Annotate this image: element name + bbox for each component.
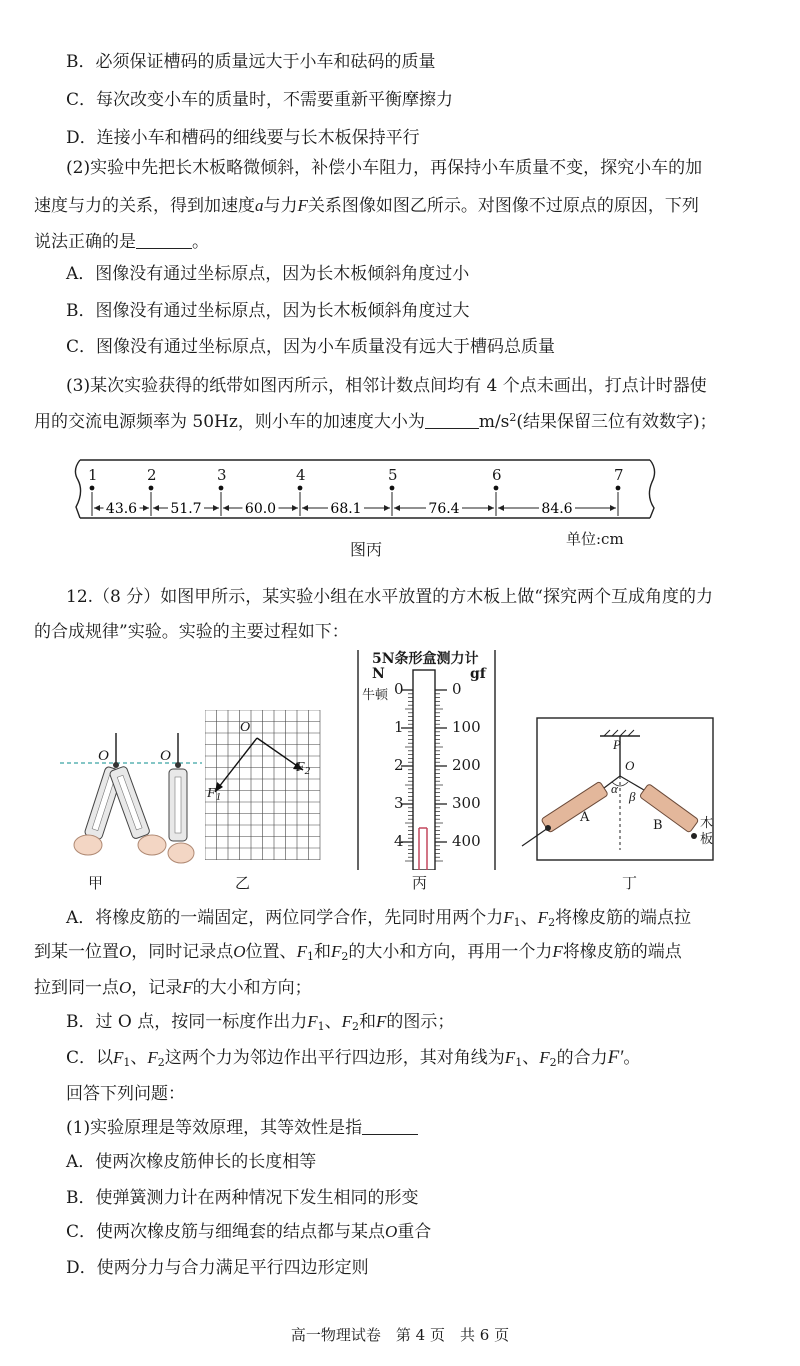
ding-p-label: P (613, 737, 621, 752)
ding-beta: β (629, 789, 636, 804)
meter-right-label: 200 (452, 756, 481, 774)
meter-right-label: 300 (452, 794, 481, 812)
sub: 2 (157, 1056, 165, 1069)
var-o: O (119, 942, 132, 961)
ding-caption: 丁 (622, 874, 638, 892)
option-d: D．连接小车和槽码的细线要与长木板保持平行 (66, 128, 420, 148)
var-f: F (341, 1012, 353, 1031)
sub: 1 (306, 950, 314, 963)
text: 的合力 (556, 1048, 608, 1068)
part2-option-a: A．图像没有通过坐标原点，因为长木板倾斜角度过小 (66, 264, 470, 284)
text: 和 (359, 1012, 377, 1032)
figure-jia (60, 725, 205, 875)
text: 、 (130, 1048, 148, 1068)
text: 到某一位置 (34, 942, 119, 962)
tape-dot (149, 486, 154, 491)
text: 的大小和方向； (192, 978, 312, 998)
figure-yi (205, 710, 325, 870)
text: 和 (313, 942, 331, 962)
tape-distance-label: 68.1 (330, 501, 362, 517)
sub: 2 (341, 950, 349, 963)
tape-dot (90, 486, 95, 491)
tape-dot (390, 486, 395, 491)
var-f: F (113, 1048, 124, 1067)
tape-dot (616, 486, 621, 491)
text: (1)实验原理是等效原理，其等效性是指 (66, 1118, 363, 1138)
f2-label (296, 760, 310, 776)
var-f: F (296, 942, 307, 961)
answer-prompt: 回答下列问题： (66, 1084, 185, 1104)
sub: 1 (513, 916, 521, 929)
ding-o-label: O (625, 758, 635, 773)
tape-point-label: 7 (614, 466, 624, 484)
text: 将橡皮筋的端点拉 (555, 908, 692, 928)
sub: 1 (123, 1056, 131, 1069)
sub: 2 (352, 1020, 360, 1033)
var-f: F (537, 908, 549, 927)
text: 与力 (263, 196, 298, 216)
text: 、 (522, 1048, 540, 1068)
meter-newton: 牛顿 (362, 688, 389, 703)
part2-line1: (2)实验中先把长木板略微倾斜，补偿小车阻力，再保持小车质量不变，探究小车的加 (66, 158, 703, 178)
meter-left-label: 0 (394, 680, 404, 698)
var-f: F (147, 1048, 158, 1067)
text: 的图示； (386, 1012, 455, 1032)
var-o: O (233, 942, 246, 961)
tape-distance-label: 76.4 (428, 501, 460, 517)
meter-left-label: 4 (394, 832, 404, 850)
meter-right-label: 100 (452, 718, 481, 736)
var-f: F (552, 942, 563, 961)
unit-sup: 2 (509, 411, 517, 424)
text: 重合 (397, 1222, 432, 1242)
step-b (66, 1010, 454, 1034)
yi-caption: 乙 (235, 874, 251, 892)
text: ，同时记录点 (131, 942, 234, 962)
tape-dot (298, 486, 303, 491)
jia-o-label: O (98, 748, 109, 764)
ding-board-label: 木板 (700, 816, 714, 847)
arrow-head (223, 505, 229, 511)
var-f-prime: F′ (607, 1047, 624, 1068)
arrow-head (153, 505, 159, 511)
text: 拉到同一点 (34, 978, 119, 998)
var-f: F (182, 978, 193, 997)
text: 位置、 (245, 942, 297, 962)
part2-option-b: B．图像没有通过坐标原点，因为长木板倾斜角度过大 (66, 301, 470, 321)
f-text: F (207, 786, 216, 801)
text: A．将橡皮筋的一端固定，两位同学合作，先同时用两个力 (66, 908, 504, 928)
var-o: O (385, 1222, 398, 1241)
option-b: B．必须保证槽码的质量远大于小车和砝码的质量 (66, 52, 436, 72)
bing-caption: 丙 (412, 874, 428, 892)
var-f: F (539, 1048, 550, 1067)
text: C．以 (66, 1048, 114, 1068)
arrow-head (292, 505, 298, 511)
q12-option-d: D．使两分力与合力满足平行四边形定则 (66, 1258, 369, 1278)
var-f: F (330, 942, 342, 961)
text: 用的交流电源频率为 50Hz，则小车的加速度大小为 (34, 412, 425, 432)
part3-line1: (3)某次实验获得的纸带如图丙所示，相邻计数点间均有 4 个点未画出，打点计时器使 (66, 376, 707, 396)
text: 关系图像如图乙所示。对图像不过原点的原因，下列 (307, 196, 699, 216)
var-f: F (504, 1048, 516, 1067)
part2-line2 (34, 194, 699, 218)
meter-unit-n: N (372, 666, 385, 682)
var-f: F (503, 908, 514, 927)
var-a: a (255, 196, 264, 215)
var-f: F (376, 1012, 387, 1031)
unit: m/s (478, 412, 510, 432)
step-c (66, 1046, 640, 1070)
option-c: C．每次改变小车的质量时，不需要重新平衡摩擦力 (66, 90, 454, 110)
var-f: F (297, 196, 308, 215)
arrow-head (94, 505, 100, 511)
q12-option-c (66, 1220, 431, 1244)
f-sub: 2 (304, 765, 311, 777)
jia-o2-label: O (160, 748, 171, 764)
tape-point-label: 2 (147, 466, 157, 484)
tape-distance-label: 84.6 (541, 501, 573, 517)
part2-option-c: C．图像没有通过坐标原点，因为小车质量没有远大于槽码总质量 (66, 337, 556, 357)
tape-point-label: 5 (388, 466, 398, 484)
sub: 1 (515, 1056, 523, 1069)
text: 、 (520, 908, 538, 928)
arrow-head (488, 505, 494, 511)
text: 、 (324, 1012, 342, 1032)
text: 。 (192, 232, 209, 252)
f1-label (207, 786, 221, 802)
arrow-head (213, 505, 219, 511)
meter-right-label: 0 (452, 680, 462, 698)
ding-alpha: α (611, 781, 618, 796)
tape-caption: 图丙 (350, 540, 383, 559)
tape-distance-label: 51.7 (170, 501, 202, 517)
answer-blank[interactable] (425, 410, 479, 429)
meter-title: 5N条形盒测力计 (372, 651, 479, 667)
tape-unit: 单位:cm (566, 530, 624, 548)
answer-blank[interactable] (136, 230, 192, 249)
figure-bing (355, 650, 505, 870)
part2-line3 (34, 230, 209, 254)
text: 速度与力的关系，得到加速度 (34, 196, 255, 216)
ding-b-label: B (653, 818, 663, 833)
yi-o-label: O (240, 720, 251, 735)
tape-dot (494, 486, 499, 491)
meter-unit-gf: gf (470, 666, 486, 682)
meter-left-label: 2 (394, 756, 404, 774)
meter-left-label: 1 (394, 718, 404, 736)
tape-point-label: 6 (492, 466, 502, 484)
arrow-head (302, 505, 308, 511)
q12-line2: 的合成规律”实验。实验的主要过程如下： (34, 622, 349, 642)
var-f: F (307, 1012, 318, 1031)
q12-part1-stem (66, 1116, 418, 1140)
arrow-head (610, 505, 616, 511)
sub: 2 (549, 1056, 557, 1069)
arrow-head (143, 505, 149, 511)
answer-blank[interactable] (362, 1116, 418, 1135)
sub: 1 (317, 1020, 325, 1033)
text: (结果保留三位有效数字)； (516, 412, 717, 432)
arrow-head (384, 505, 390, 511)
text: B．过 O 点，按同一标度作出力 (66, 1012, 308, 1032)
text: 。 (623, 1048, 641, 1068)
step-a-line1 (66, 906, 691, 930)
meter-left-label: 3 (394, 794, 404, 812)
q12-option-a: A．使两次橡皮筋伸长的长度相等 (66, 1152, 317, 1172)
sub: 2 (548, 916, 556, 929)
tape-point-label: 1 (88, 466, 98, 484)
tape-point-label: 4 (296, 466, 306, 484)
part3-line2 (34, 410, 717, 434)
text: ，记录 (131, 978, 183, 998)
text: C．使两次橡皮筋与细绳套的结点都与某点 (66, 1222, 386, 1242)
q12-line1: 12.（8 分）如图甲所示，某实验小组在水平放置的方木板上做“探究两个互成角度的力 (66, 587, 713, 607)
q12-option-b: B．使弹簧测力计在两种情况下发生相同的形变 (66, 1188, 419, 1208)
text: 这两个力为邻边作出平行四边形，其对角线为 (164, 1048, 505, 1068)
text: 的大小和方向，再用一个力 (348, 942, 553, 962)
tape-dot (219, 486, 224, 491)
text: 将橡皮筋的端点 (562, 942, 682, 962)
f-text: F (296, 760, 305, 775)
var-o: O (119, 978, 132, 997)
f-sub: 1 (215, 791, 222, 803)
arrow-head (394, 505, 400, 511)
tape-distance-label: 60.0 (244, 501, 277, 517)
tape-distance-label: 43.6 (105, 501, 138, 517)
text: 说法正确的是 (34, 232, 136, 252)
meter-right-label: 400 (452, 832, 481, 850)
ding-a-label: A (580, 810, 590, 825)
page-footer: 高一物理试卷 第 4 页 共 6 页 (290, 1326, 510, 1344)
tape-point-label: 3 (217, 466, 227, 484)
arrow-head (498, 505, 504, 511)
step-a-line2 (34, 940, 682, 964)
step-a-line3 (34, 976, 312, 1000)
jia-caption: 甲 (88, 874, 104, 892)
